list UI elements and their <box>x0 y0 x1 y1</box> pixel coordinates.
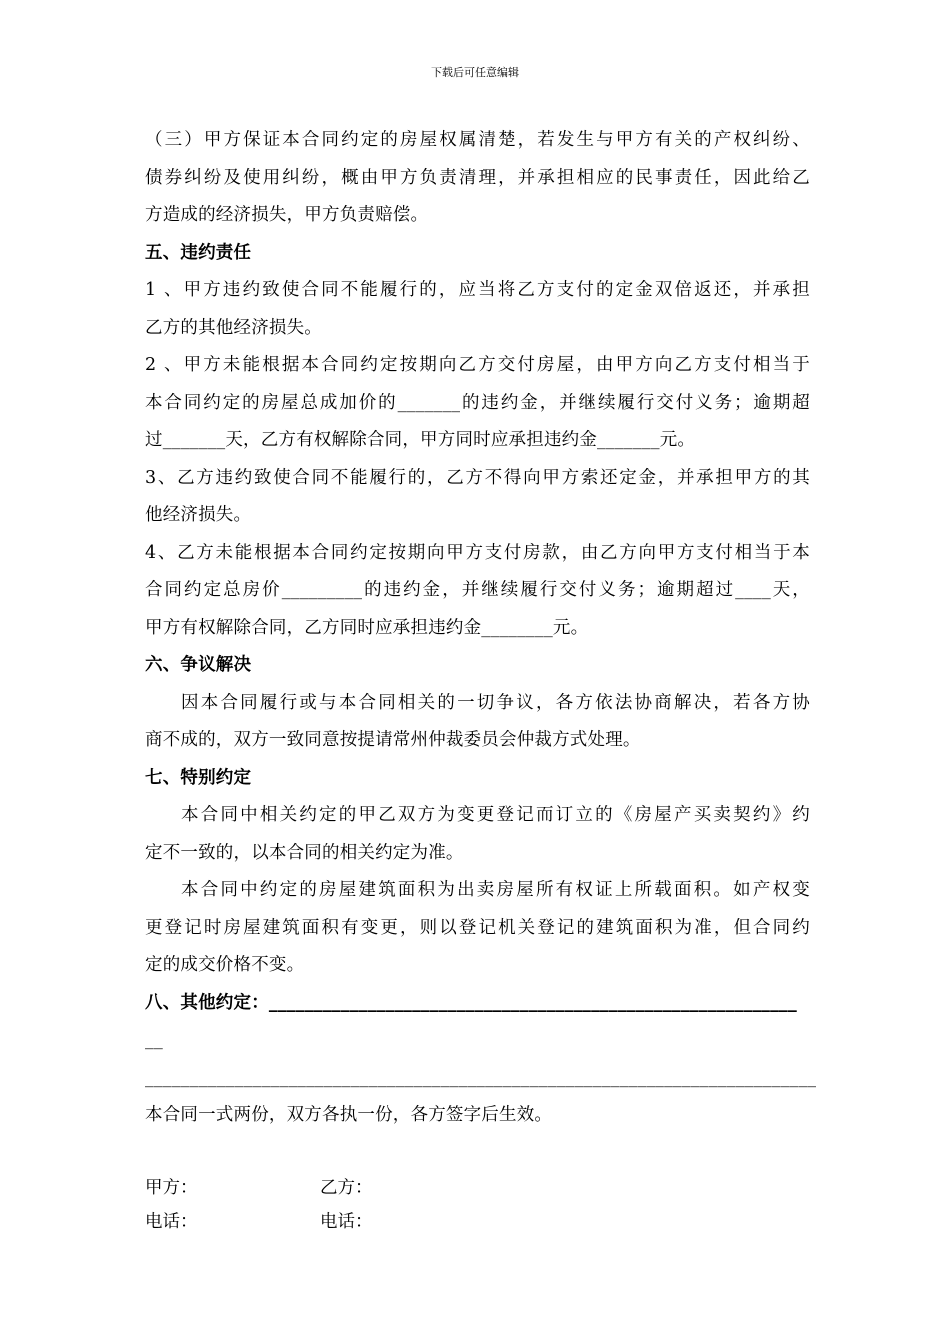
text-line: 更登记时房屋建筑面积有变更，则以登记机关登记的建筑面积为准，但合同约 <box>145 917 810 938</box>
text-line: 他经济损失。 <box>145 505 252 525</box>
text-line: （三）甲方保证本合同约定的房屋权属清楚，若发生与甲方有关的产权纠纷、 <box>145 130 810 150</box>
signature-row-phone <box>145 1205 810 1239</box>
signature-row-party <box>145 1171 810 1205</box>
contract-body <box>145 122 817 1239</box>
text-line: 因本合同履行或与本合同相关的一切争议，各方依法协商解决，若各方协 <box>181 692 810 713</box>
text-line: 本合同一式两份，双方各执一份，各方签字后生效。 <box>145 1105 553 1125</box>
text-line: 乙方的其他经济损失。 <box>145 317 322 338</box>
text-line: 本合同约定的房屋总成加价的_______的违约金，并继续履行交付义务；逾期超 <box>145 392 810 413</box>
phone-a-label: 电话： <box>145 1211 198 1232</box>
party-b-label: 乙方： <box>320 1177 373 1198</box>
section-heading: 六、争议解决 <box>145 655 252 675</box>
page-header: 下载后可任意编辑 <box>431 66 519 79</box>
text-line: 4、乙方未能根据本合同约定按期向甲方支付房款，由乙方向甲方支付相当于本 <box>145 542 810 563</box>
section-heading: 八、其他约定：___________________________________________________________ <box>145 992 797 1013</box>
text-line: 本合同中相关约定的甲乙双方为变更登记而订立的《房屋产买卖契约》约 <box>181 805 810 825</box>
text-line: 债券纠纷及使用纠纷，概由甲方负责清理，并承担相应的民事责任，因此给乙 <box>145 167 810 188</box>
contract-clauses <box>145 122 817 1135</box>
text-line: 定不一致的，以本合同的相关约定为准。 <box>145 842 464 863</box>
text-line: 3、乙方违约致使合同不能履行的，乙方不得向甲方索还定金，并承担甲方的其 <box>145 467 810 488</box>
spacer <box>145 1135 810 1171</box>
text-line: 方造成的经济损失，甲方负责赔偿。 <box>145 205 429 225</box>
text-line: 合同约定总房价_________的违约金，并继续履行交付义务；逾期超过____天， <box>145 580 810 600</box>
text-line: 本合同中约定的房屋建筑面积为出卖房屋所有权证上所载面积。如产权变 <box>181 880 810 900</box>
phone-b-label: 电话： <box>320 1211 373 1232</box>
text-line: 1 、甲方违约致使合同不能履行的，应当将乙方支付的定金双倍返还，并承担 <box>145 280 810 300</box>
text-line: __ <box>145 1030 163 1050</box>
text-line: 定的成交价格不变。 <box>145 955 305 975</box>
text-line: 甲方有权解除合同，乙方同时应承担违约金________元。 <box>145 617 589 638</box>
text-line: 商不成的，双方一致同意按提请常州仲裁委员会仲裁方式处理。 <box>145 730 641 750</box>
text-line: ___________________________________________________________________________ <box>145 1067 817 1088</box>
party-a-label: 甲方： <box>145 1177 198 1198</box>
text-line: 过_______天，乙方有权解除合同，甲方同时应承担违约金_______元。 <box>145 430 696 450</box>
section-heading: 七、特别约定 <box>145 767 252 788</box>
text-line: 2 、甲方未能根据本合同约定按期向乙方交付房屋，由甲方向乙方支付相当于 <box>145 355 810 375</box>
section-heading: 五、违约责任 <box>145 242 252 263</box>
